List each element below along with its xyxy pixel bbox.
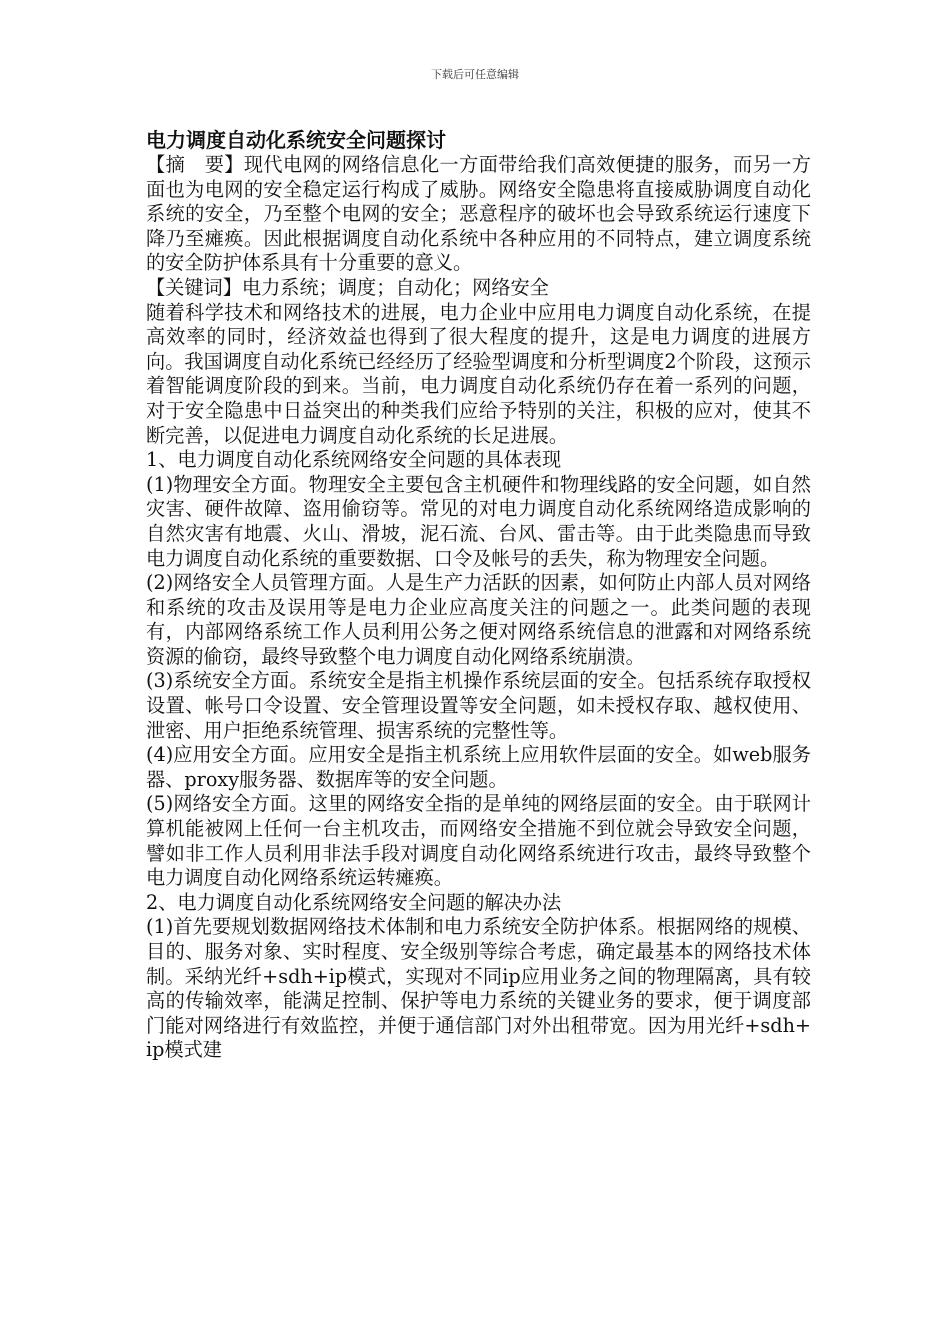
body-paragraph: (1)物理安全方面。物理安全主要包含主机硬件和物理线路的安全问题，如自然灾害、硬件故障、盗用偷窃等。常见的对电力调度自动化系统网络造成影响的自然灾害有地震、火山、滑坡，泥石流、台风、雷击等。由于此类隐患而导致电力调度自动化系统的重要数据、口令及帐号的丢失，称为物理安全问题。 — [146, 472, 811, 570]
header-note: 下载后可任意编辑 — [431, 68, 519, 81]
document-body — [146, 127, 811, 1063]
abstract-paragraph: 【摘 要】现代电网的网络信息化一方面带给我们高效便捷的服务，而另一方面也为电网的安全稳定运行构成了威胁。网络安全隐患将直接威胁调度自动化系统的安全，乃至整个电网的安全；恶意程序的破坏也会导致系统运行速度下降乃至瘫痪。因此根据调度自动化系统中各种应用的不同特点，建立调度系统的安全防护体系具有十分重要的意义。 — [146, 153, 811, 275]
document-title: 电力调度自动化系统安全问题探讨 — [146, 128, 446, 152]
section-heading-2: 2、电力调度自动化系统网络安全问题的解决办法 — [146, 890, 562, 914]
intro-paragraph: 随着科学技术和网络技术的进展，电力企业中应用电力调度自动化系统，在提高效率的同时，经济效益也得到了很大程度的提升，这是电力调度的进展方向。我国调度自动化系统已经经历了经验型调度和分析型调度2个阶段，这预示着智能调度阶段的到来。当前，电力调度自动化系统仍存在着一系列的问题，对于安全隐患中日益突出的种类我们应给予特别的关注，积极的应对，使其不断完善，以促进电力调度自动化系统的长足进展。 — [146, 300, 811, 447]
body-paragraph: (5)网络安全方面。这里的网络安全指的是单纯的网络层面的安全。由于联网计算机能被网上任何一台主机攻击，而网络安全措施不到位就会导致安全问题，譬如非工作人员利用非法手段对调度自动化网络系统进行攻击，最终导致整个电力调度自动化网络系统运转瘫痪。 — [146, 792, 811, 890]
section-heading-1: 1、电力调度自动化系统网络安全问题的具体表现 — [146, 448, 562, 472]
body-paragraph: (1)首先要规划数据网络技术体制和电力系统安全防护体系。根据网络的规模、目的、服务对象、实时程度、安全级别等综合考虑，确定最基本的网络技术体制。采纳光纤+sdh+ip模式，实现对不同ip应用业务之间的物理隔离，具有较高的传输效率，能满足控制、保护等电力系统的关键业务的要求，便于调度部门能对网络进行有效监控，并便于通信部门对外出租带宽。因为用光纤+sdh+ip模式建 — [146, 915, 811, 1062]
keywords-line: 【关键词】电力系统；调度；自动化；网络安全 — [146, 275, 549, 299]
body-paragraph: (2)网络安全人员管理方面。人是生产力活跃的因素，如何防止内部人员对网络和系统的攻击及误用等是电力企业应高度关注的问题之一。此类问题的表现有，内部网络系统工作人员利用公务之便对网络系统信息的泄露和对网络系统资源的偷窃，最终导致整个电力调度自动化网络系统崩溃。 — [146, 571, 811, 668]
body-paragraph: (3)系统安全方面。系统安全是指主机操作系统层面的安全。包括系统存取授权设置、帐号口令设置、安全管理设置等安全问题，如未授权存取、越权使用、泄密、用户拒绝系统管理、损害系统的完整性等。 — [146, 669, 811, 742]
body-paragraph: (4)应用安全方面。应用安全是指主机系统上应用软件层面的安全。如web服务器、proxy服务器、数据库等的安全问题。 — [146, 743, 811, 791]
